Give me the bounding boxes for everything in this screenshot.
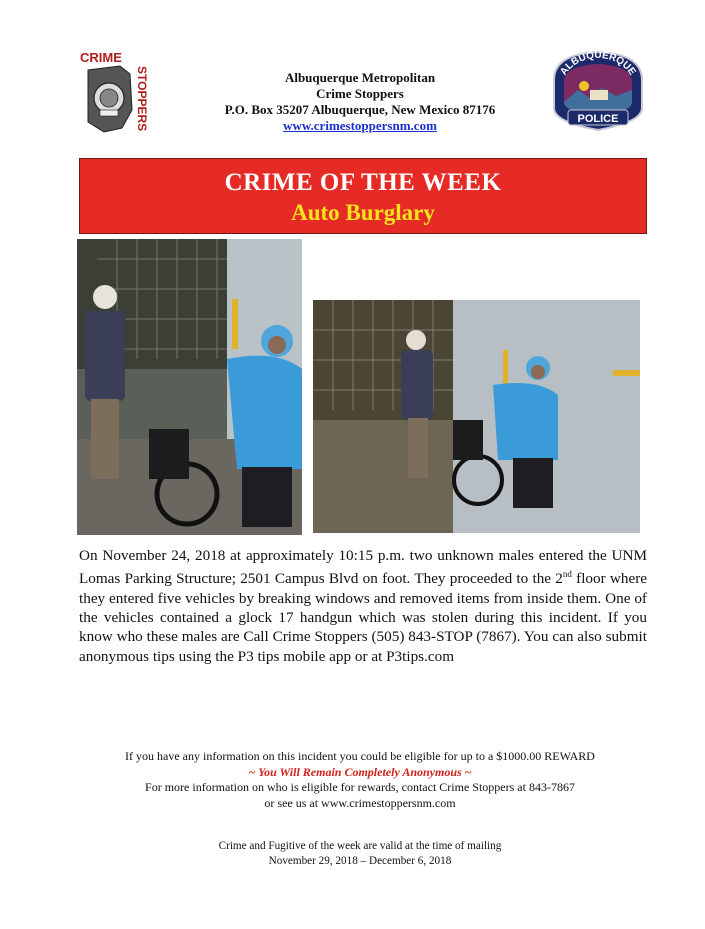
badge-top-text: ALBUQUERQUE bbox=[558, 50, 638, 78]
header-address-block bbox=[180, 70, 540, 134]
validity-line1: Crime and Fugitive of the week are valid at the time of mailing bbox=[218, 840, 502, 852]
org-name-line2: Crime Stoppers bbox=[316, 86, 404, 101]
validity-dates: November 29, 2018 – December 6, 2018 bbox=[268, 854, 452, 867]
reward-line: If you have any information on this incident you could be eligible for up to a $1000.00 REWARD bbox=[125, 749, 595, 763]
reward-footer bbox=[60, 749, 660, 811]
surveillance-photo-1 bbox=[77, 239, 302, 535]
narrative-text-part1: On November 24, 2018 at approximately 10:15 p.m. two unknown males entered the UNM Lomas Parking Structure; 2501 Campus Blvd on foot. They proceeded to the 2 bbox=[79, 547, 647, 588]
validity-notice bbox=[150, 839, 570, 868]
anonymous-line: ~ You Will Remain Completely Anonymous ~ bbox=[248, 764, 472, 779]
reward-info-line: For more information on who is eligible for rewards, contact Crime Stoppers at 843-7867 bbox=[145, 780, 575, 794]
website-line: or see us at www.crimestoppersnm.com bbox=[264, 795, 456, 810]
org-name-line1: Albuquerque Metropolitan bbox=[284, 70, 436, 85]
mailing-address: P.O. Box 35207 Albuquerque, New Mexico 87176 bbox=[224, 102, 496, 117]
narrative-superscript: nd bbox=[562, 569, 572, 580]
crime-of-week-banner bbox=[79, 158, 647, 234]
banner-subtitle: Auto Burglary bbox=[291, 200, 435, 225]
narrative-text-part2: floor where they entered five vehicles by breaking windows and removed items from inside them. One of the vehicles contained a glock 17 handgun which was stolen during this incident. If you know who these males are Call Crime Stoppers (505) 843-STOP (7867). You can also submit anonymous tips using the P3 tips mobile app or at P3tips.com bbox=[79, 570, 648, 665]
website-link[interactable]: www.crimestoppersnm.com bbox=[283, 118, 437, 133]
surveillance-photo-2 bbox=[313, 300, 640, 533]
incident-narrative bbox=[79, 546, 647, 666]
logo-stoppers-text: STOPPERS bbox=[135, 66, 149, 132]
badge-police-text: POLICE bbox=[577, 113, 619, 125]
logo-crime-text: CRIME bbox=[80, 50, 122, 65]
crime-stoppers-logo bbox=[78, 50, 150, 138]
banner-title: CRIME OF THE WEEK bbox=[224, 169, 502, 196]
police-badge-logo bbox=[546, 50, 650, 132]
